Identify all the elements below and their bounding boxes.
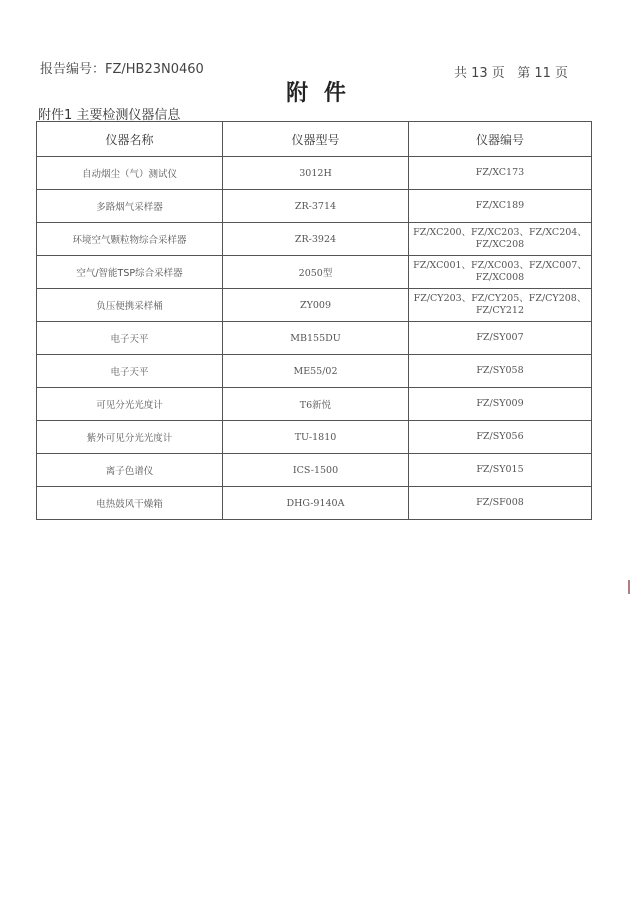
page-info: 共 13 页 第 11 页: [453, 66, 568, 81]
instrument-name-cell: 电热鼓风干燥箱: [37, 487, 223, 520]
table-row: [37, 322, 592, 355]
instrument-model-cell: ZR-3714: [223, 190, 409, 223]
instrument-name-cell: 电子天平: [37, 322, 223, 355]
instrument-name-cell: 负压便携采样桶: [37, 289, 223, 322]
instrument-code-cell: [409, 421, 592, 454]
table-row: [37, 157, 592, 190]
instrument-code-line: FZ/XC189: [475, 200, 525, 211]
instrument-model-cell: MB155DU: [223, 322, 409, 355]
column-header-name: 仪器名称: [37, 122, 223, 157]
instrument-code-cell: [409, 388, 592, 421]
table-row: [37, 454, 592, 487]
report-number: 报告编号：FZ/HB23N0460: [40, 62, 204, 77]
instrument-code-line: FZ/SY015: [476, 464, 524, 475]
section-title: 附件1 主要检测仪器信息: [38, 108, 181, 123]
instrument-model-cell: ICS-1500: [223, 454, 409, 487]
instrument-code-line: FZ/SF008: [476, 497, 524, 508]
instrument-code-cell: [409, 223, 592, 256]
instrument-code-line: FZ/XC001、FZ/XC003、FZ/XC007、: [413, 260, 587, 271]
instrument-code-line: FZ/XC200、FZ/XC203、FZ/XC204、: [413, 227, 587, 238]
table-header-row: [37, 122, 592, 157]
instrument-name-cell: 环境空气颗粒物综合采样器: [37, 223, 223, 256]
instrument-code-line: FZ/XC208: [475, 239, 525, 250]
column-header-code: 仪器编号: [409, 122, 592, 157]
table-row: [37, 388, 592, 421]
instrument-model-cell: T6新悦: [223, 388, 409, 421]
table-row: [37, 289, 592, 322]
instrument-model-cell: TU-1810: [223, 421, 409, 454]
instrument-code-cell: [409, 190, 592, 223]
instrument-name-cell: 紫外可见分光光度计: [37, 421, 223, 454]
table-row: [37, 355, 592, 388]
table-body: [37, 157, 592, 520]
instrument-name-cell: 可见分光光度计: [37, 388, 223, 421]
column-header-model: 仪器型号: [223, 122, 409, 157]
instrument-code-cell: [409, 355, 592, 388]
instrument-table: [36, 121, 592, 520]
instrument-name-cell: 离子色谱仪: [37, 454, 223, 487]
instrument-code-line: FZ/SY058: [476, 365, 524, 376]
scan-mark: [628, 580, 630, 594]
instrument-name-cell: 电子天平: [37, 355, 223, 388]
instrument-code-line: FZ/SY009: [476, 398, 524, 409]
instrument-model-cell: ZY009: [223, 289, 409, 322]
instrument-code-cell: [409, 256, 592, 289]
instrument-code-cell: [409, 454, 592, 487]
instrument-code-line: FZ/XC173: [475, 167, 525, 178]
instrument-code-line: FZ/CY212: [475, 305, 525, 316]
instrument-code-line: FZ/XC008: [475, 272, 525, 283]
table-row: [37, 190, 592, 223]
instrument-code-cell: [409, 322, 592, 355]
instrument-code-cell: [409, 487, 592, 520]
instrument-name-cell: 空气/智能TSP综合采样器: [37, 256, 223, 289]
instrument-model-cell: ME55/02: [223, 355, 409, 388]
instrument-code-line: FZ/CY203、FZ/CY205、FZ/CY208、: [413, 293, 587, 304]
table-row: [37, 223, 592, 256]
instrument-name-cell: 自动烟尘（气）测试仪: [37, 157, 223, 190]
instrument-model-cell: 3012H: [223, 157, 409, 190]
instrument-model-cell: ZR-3924: [223, 223, 409, 256]
instrument-code-line: FZ/SY056: [476, 431, 524, 442]
instrument-code-line: FZ/SY007: [476, 332, 524, 343]
instrument-code-cell: [409, 289, 592, 322]
instrument-model-cell: 2050型: [223, 256, 409, 289]
table-row: [37, 421, 592, 454]
table-row: [37, 487, 592, 520]
table-row: [37, 256, 592, 289]
instrument-model-cell: DHG-9140A: [223, 487, 409, 520]
instrument-name-cell: 多路烟气采样器: [37, 190, 223, 223]
page-title: 附 件: [286, 81, 350, 106]
instrument-code-cell: [409, 157, 592, 190]
